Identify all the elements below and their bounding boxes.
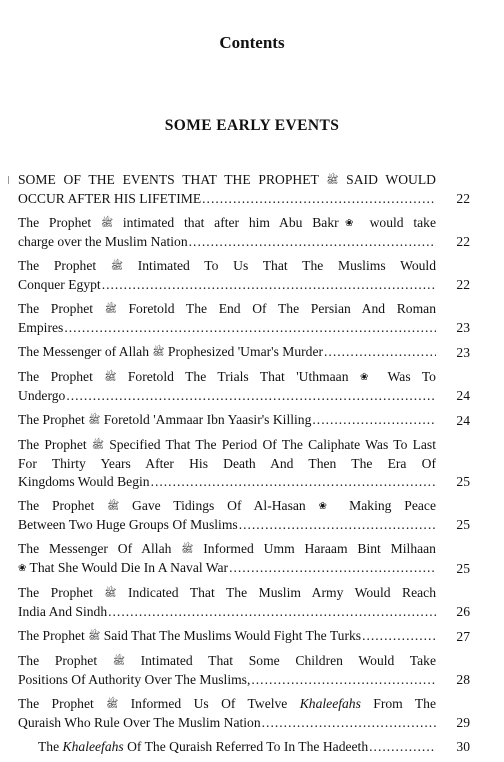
toc-entry-title: Undergo	[18, 388, 66, 403]
toc-entry[interactable]	[18, 257, 470, 294]
toc-entry-lead: The Prophet ﷺ Foretold The Trials That 'Uthmaan ❀ Was To	[18, 369, 436, 384]
toc-entry[interactable]	[18, 368, 470, 405]
leader-dots	[239, 516, 436, 534]
toc-entry[interactable]	[18, 171, 470, 208]
toc-page-number: 24	[456, 388, 470, 403]
toc-entry[interactable]	[18, 627, 470, 646]
toc-entry[interactable]	[18, 540, 470, 578]
toc-entry-title: The Prophet ﷺ Said That The Muslims Would Fight The Turks	[18, 628, 362, 643]
toc-page-number: 28	[456, 672, 470, 687]
leader-dots	[369, 738, 436, 756]
toc-page-number: 23	[456, 345, 470, 360]
toc-entry[interactable]	[18, 300, 470, 337]
toc-subentry[interactable]	[18, 738, 470, 756]
toc-page-number: 22	[456, 277, 470, 292]
leader-dots	[229, 559, 436, 577]
toc-entry-lead: The Prophet ﷺ Intimated To Us That The Muslims Would	[18, 258, 436, 273]
toc-page-number: 25	[456, 517, 470, 532]
leader-dots	[202, 190, 436, 208]
toc-entry-lead: The Prophet ﷺ intimated that after him Abu Bakr❀ would take	[18, 215, 436, 230]
toc-entry[interactable]	[18, 652, 470, 689]
toc-entry-title: Quraish Who Rule Over The Muslim Nation	[18, 715, 261, 730]
toc-entry-title: The Khaleefahs Of The Quraish Referred To In The Hadeeth	[38, 739, 369, 754]
toc-entry[interactable]	[18, 343, 470, 362]
margin-mark	[8, 176, 9, 184]
toc-entry-lead: The Prophet ﷺ Gave Tidings Of Al-Hasan ❀ Making Peace	[18, 498, 436, 513]
toc-entry[interactable]	[18, 695, 470, 732]
toc-entry[interactable]	[18, 497, 470, 534]
toc-page-number: 25	[456, 474, 470, 489]
toc-page-number: 22	[456, 234, 470, 249]
leader-dots	[108, 603, 436, 621]
toc-page-number: 23	[456, 320, 470, 335]
table-of-contents	[18, 171, 470, 762]
toc-entry-lead: The Prophet ﷺ Indicated That The Muslim Army Would Reach	[18, 585, 436, 600]
toc-entry[interactable]	[18, 584, 470, 621]
toc-entry-lead: The Prophet ﷺ Foretold The End Of The Persian And Roman	[18, 301, 436, 316]
toc-entry-title: India And Sindh	[18, 604, 108, 619]
leader-dots	[312, 411, 436, 429]
leader-dots	[151, 473, 436, 491]
leader-dots	[66, 387, 436, 405]
toc-entry-lead: The Messenger Of Allah ﷺ Informed Umm Haraam Bint Milhaan	[18, 541, 436, 556]
section-title: SOME EARLY EVENTS	[164, 117, 340, 134]
toc-entry-title: OCCUR AFTER HIS LIFETIME	[18, 191, 202, 206]
toc-entry-lead: SOME OF THE EVENTS THAT THE PROPHET ﷺ SAID WOULD	[18, 172, 436, 187]
toc-page-number: 22	[456, 191, 470, 206]
toc-page-number: 30	[456, 739, 470, 754]
toc-entry-title: The Messenger of Allah ﷺ Prophesized 'Umar's Murder	[18, 344, 324, 359]
leader-dots	[102, 276, 436, 294]
leader-dots	[324, 343, 436, 361]
leader-dots	[189, 233, 436, 251]
leader-dots	[262, 714, 436, 732]
toc-entry-title: Empires	[18, 320, 64, 335]
toc-entry-title: charge over the Muslim Nation	[18, 234, 188, 249]
toc-entry-title: Positions Of Authority Over The Muslims,	[18, 672, 251, 687]
toc-page-number: 29	[456, 715, 470, 730]
leader-dots	[64, 319, 436, 337]
toc-entry[interactable]	[18, 411, 470, 430]
toc-entry-title: ❀ That She Would Die In A Naval War	[18, 560, 229, 575]
toc-page-number: 24	[456, 413, 470, 428]
page-title: Contents	[219, 33, 285, 52]
toc-page-number: 26	[456, 604, 470, 619]
toc-page-number: 27	[456, 629, 470, 644]
toc-entry-lead: The Prophet ﷺ Specified That The Period Of The Caliphate Was To Last For Thirty Years After His Death And Then The Era Of	[18, 437, 436, 471]
toc-entry-lead: The Prophet ﷺ Intimated That Some Children Would Take	[18, 653, 436, 668]
toc-page-number: 25	[456, 561, 470, 576]
toc-entry-title: The Prophet ﷺ Foretold 'Ammaar Ibn Yaasir's Killing	[18, 412, 312, 427]
leader-dots	[251, 671, 436, 689]
leader-dots	[362, 627, 436, 645]
toc-entry[interactable]	[18, 214, 470, 251]
toc-entry-title: Between Two Huge Groups Of Muslims	[18, 517, 238, 532]
toc-entry-lead: The Prophet ﷺ Informed Us Of Twelve Khaleefahs From The	[18, 696, 436, 711]
toc-entry[interactable]	[18, 436, 470, 491]
toc-entry-title: Conquer Egypt	[18, 277, 101, 292]
toc-entry-title: Kingdoms Would Begin	[18, 474, 150, 489]
